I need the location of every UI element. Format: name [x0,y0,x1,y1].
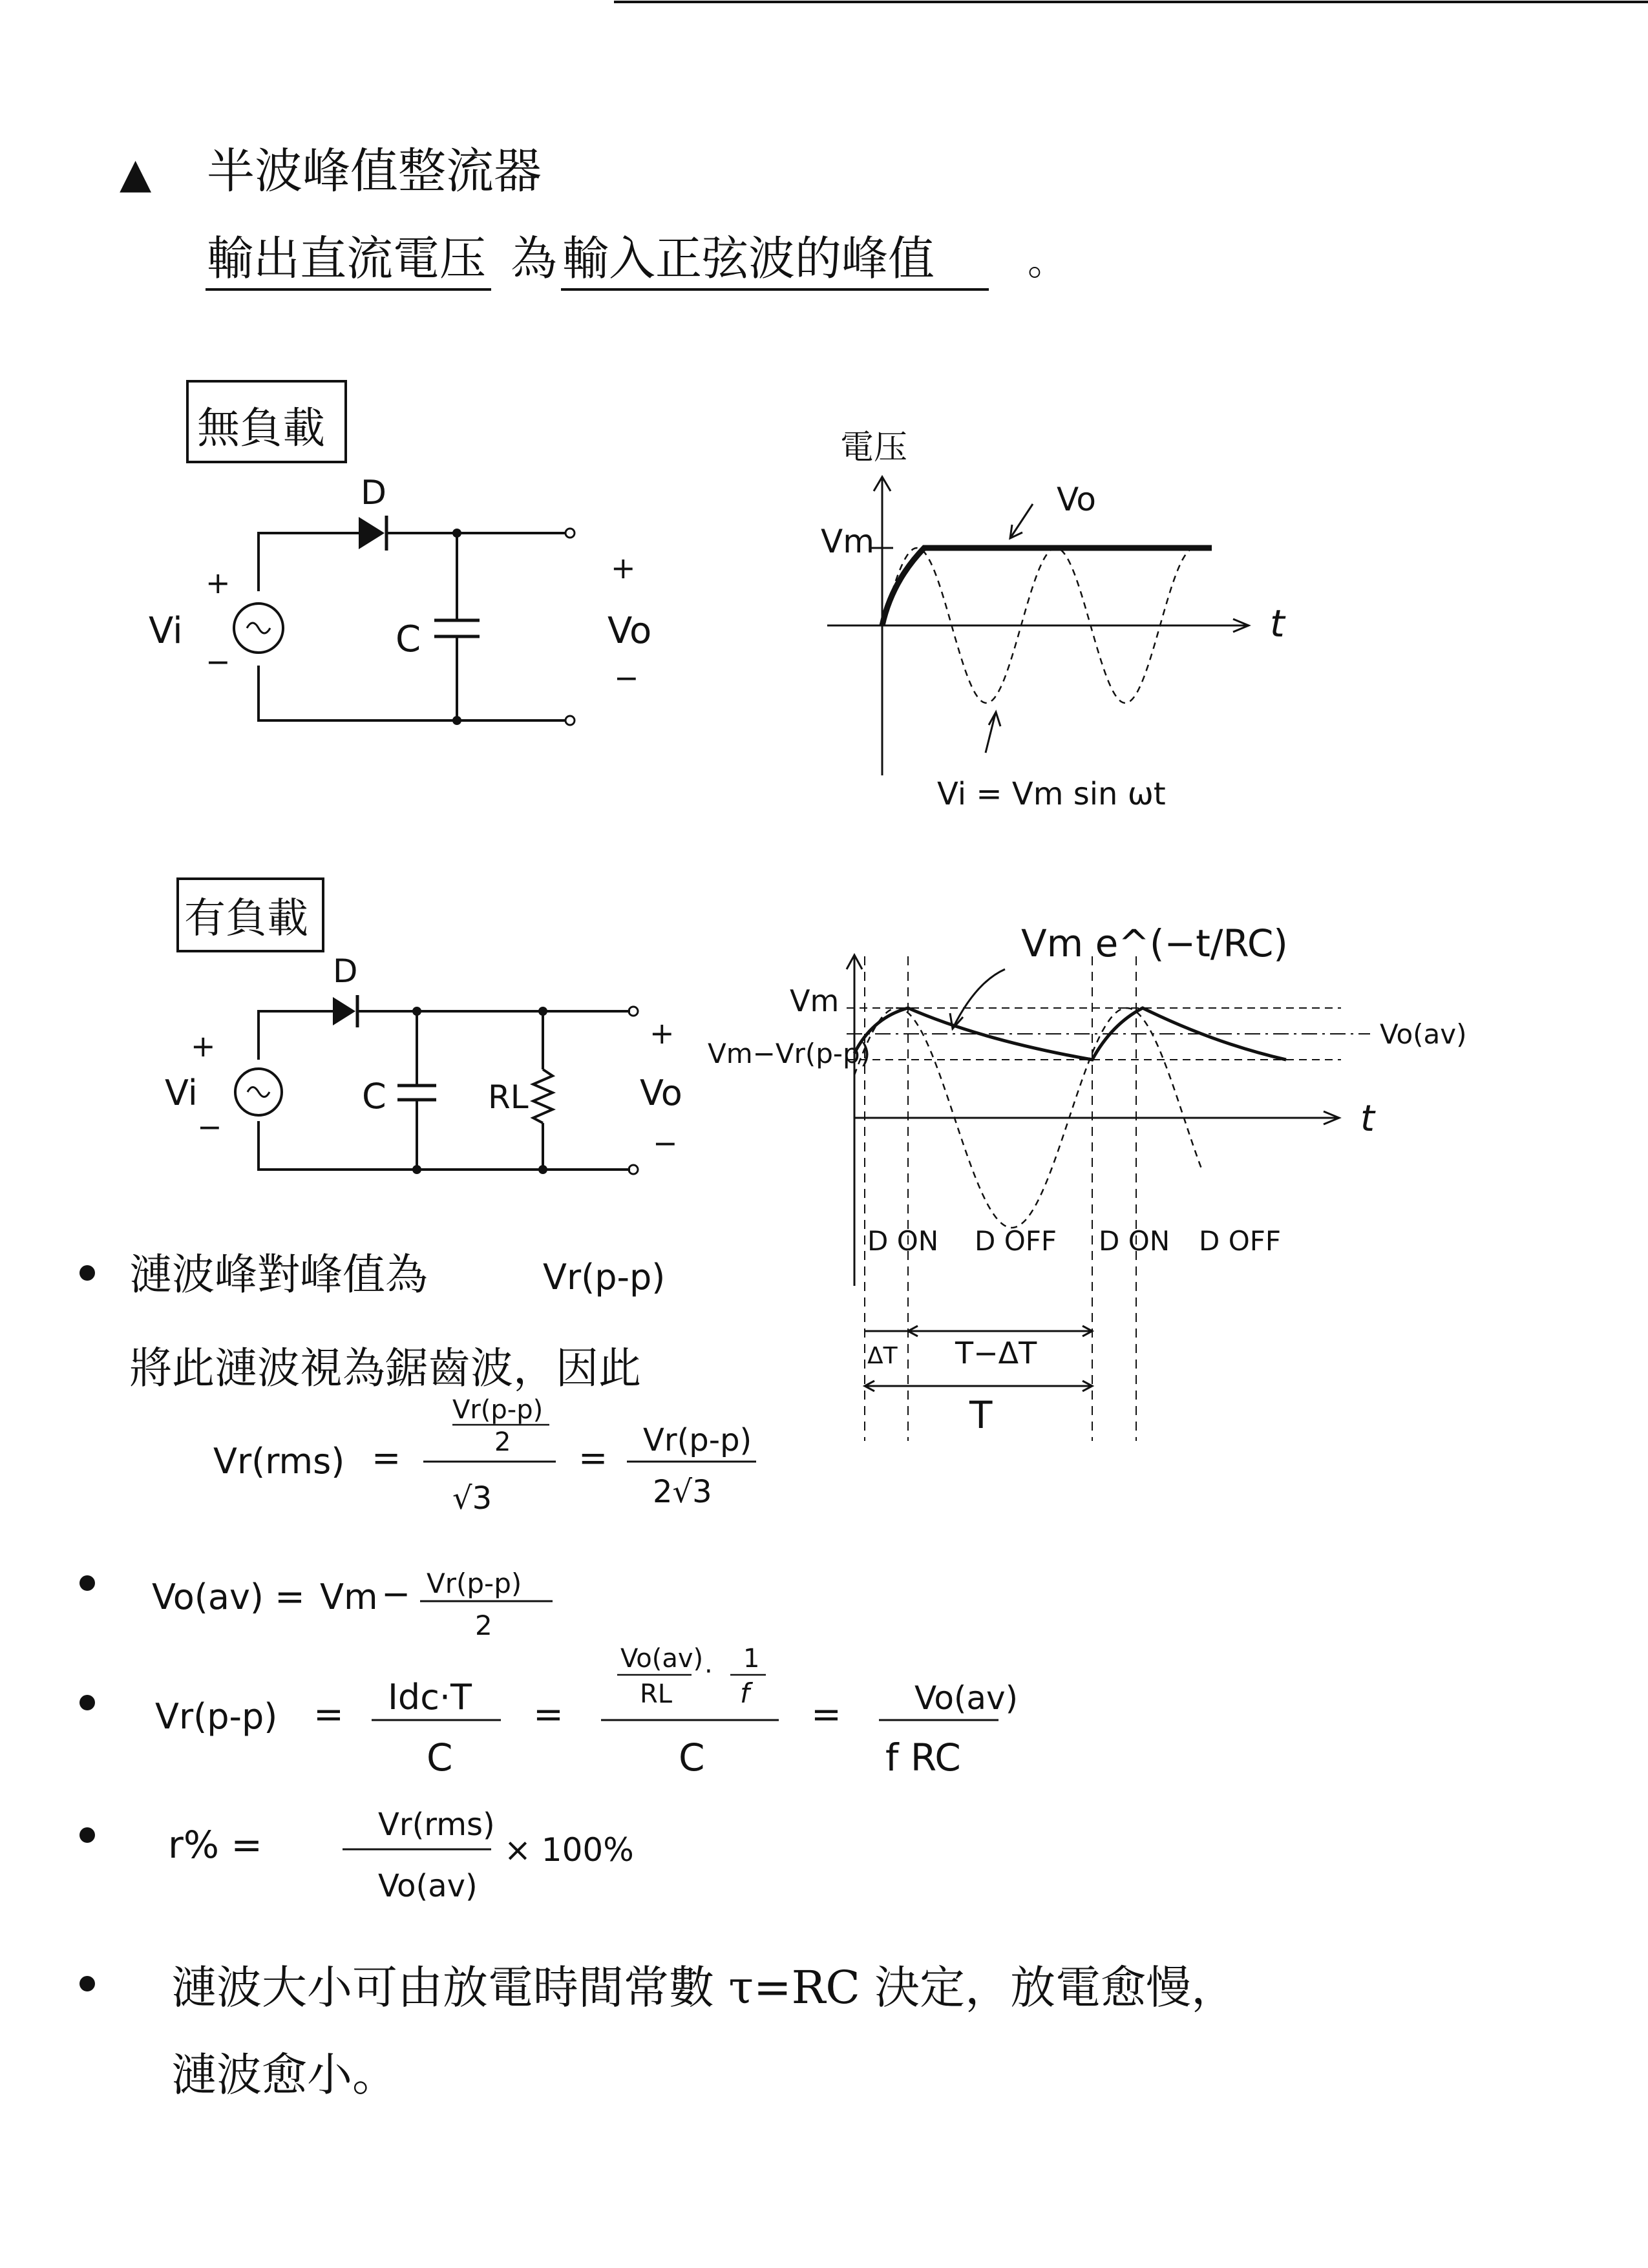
no-load-diode-symbol [359,517,385,549]
wl-node-res-top [538,1007,547,1016]
rms-eq-1: = [372,1438,401,1478]
wl-node-cap-bottom [412,1165,421,1174]
wl-ac-wave-icon [248,1087,269,1097]
with-load-circuit [165,879,682,1174]
wl-input-label: Vi [165,1073,198,1113]
no-load-graph [821,428,1286,812]
summary-part1: 輸出直流電压 [207,231,487,286]
rms-rhs-den: 2√3 [653,1474,712,1510]
vrpp-dot: · [704,1657,713,1686]
wl-d-off-1: D OFF [975,1225,1057,1257]
no-load-output-label: Vo [607,610,652,652]
vo-vm: Vm [320,1577,378,1617]
ripple-symbol: Vr(p-p) [543,1257,666,1297]
wl-input-plus: + [191,1029,216,1064]
wl-decay-label: Vm e^(−t/RC) [1021,921,1288,965]
bullet-4 [79,1827,95,1843]
nl-ylabel: 電压 [840,428,908,467]
notes [79,1250,1236,2101]
vo-eq: = [275,1576,305,1618]
nl-output-dc [882,548,1212,625]
r-num: Vr(rms) [378,1807,495,1843]
bullet-1 [79,1265,95,1281]
wl-xlabel: t [1360,1098,1375,1140]
no-load-ac-wave-icon [247,623,270,633]
no-load-node-bottom [452,716,461,725]
vo-den: 2 [475,1610,492,1641]
wl-d-off-2: D OFF [1199,1225,1282,1257]
ripple-text: 漣波峰對峰值為 [129,1250,428,1299]
wl-output-plus: + [650,1016,675,1051]
with-load-label: 有負載 [184,895,308,943]
wl-diode-label: D [333,952,358,990]
nl-vo-pointer [1011,504,1033,536]
nl-vi-label: Vi = Vm sin ωt [937,776,1166,812]
vo-minus: − [381,1573,411,1614]
bullet-3 [79,1695,95,1710]
no-load-input-label: Vi [149,610,183,652]
no-load-out-terminal-top [565,529,575,538]
no-load-output-minus: − [614,660,639,695]
wl-cap-label: C [362,1076,386,1117]
summary-part2: 為 [511,231,558,286]
r-tail: × 100% [504,1831,634,1869]
rms-num-den: 2 [494,1427,511,1457]
vrpp-f2-num-b-den: f [740,1677,750,1709]
wl-output-label: Vo [640,1073,682,1113]
wl-vm-label: Vm [790,983,840,1018]
nl-vm-label: Vm [821,523,874,560]
no-load-input-plus: + [206,565,231,600]
vrpp-f1-den: C [427,1736,453,1780]
wl-t-minus-label: T−ΔT [955,1336,1037,1370]
r-den: Vo(av) [378,1868,478,1904]
wl-node-cap-top [412,1007,421,1016]
vrpp-eq-1: = [313,1694,344,1736]
vrpp-eq-2: = [533,1694,564,1736]
no-load-label: 無負載 [197,403,325,453]
vo-num: Vr(p-p) [427,1568,522,1599]
vrpp-lhs: Vr(p-p) [155,1696,278,1737]
final-line-1: 漣波大小可由放電時間常數 τ=RC 決定，放電愈慢， [171,1961,1237,2014]
no-load-out-terminal-bottom [565,716,575,725]
no-load-cap-label: C [396,618,421,660]
wl-out-terminal-bottom [629,1165,638,1174]
heading-title: 半波峰值整流器 [207,143,542,199]
bullet-5 [79,1976,95,1991]
wl-d-on-2: D ON [1099,1225,1170,1257]
no-load-diode-label: D [361,474,387,512]
rms-eq-2: = [578,1438,608,1478]
wl-vo-av-label: Vo(av) [1380,1018,1467,1050]
no-load-circuit [149,381,651,725]
sawtooth-text: 將此漣波視為鋸齒波，因此 [129,1343,641,1393]
wl-wire-bottom [259,1121,630,1170]
rms-num: Vr(p-p) [452,1395,544,1425]
wl-resistor-label: RL [488,1078,529,1116]
wl-period-label: T [969,1393,993,1437]
wl-out-terminal-top [629,1007,638,1016]
nl-vo-label: Vo [1057,481,1096,518]
wl-vmin-label: Vm−Vr(p-p) [708,1038,871,1069]
no-load-input-minus: − [206,644,231,679]
final-line-2: 漣波愈小。 [171,2048,397,2101]
rms-den: √3 [452,1480,492,1517]
vo-lhs: Vo(av) [152,1577,264,1617]
wl-node-res-bottom [538,1165,547,1174]
wl-output-minus: − [653,1126,678,1160]
r-lhs: r% = [168,1823,262,1867]
rms-lhs: Vr(rms) [213,1441,345,1482]
wl-wire-top-left [259,1011,333,1060]
vrpp-f2-num-a: Vo(av) [620,1644,704,1674]
wl-input-minus: − [197,1109,222,1144]
summary-end: 。 [1028,239,1066,284]
summary-part3: 輸入正弦波的峰值 [562,231,935,286]
vrpp-f2-num-b: 1 [743,1644,760,1674]
vrpp-f3-num: Vo(av) [914,1679,1019,1717]
with-load-graph [708,921,1467,1441]
no-load-node-top [452,529,461,538]
wl-delta-t-label: ΔT [867,1343,898,1369]
wl-resistor-zigzag [533,1069,553,1123]
no-load-wire-bottom [259,666,565,720]
nl-xlabel: t [1270,602,1285,646]
nl-vi-pointer [986,714,995,753]
wl-d-on-1: D ON [867,1225,939,1257]
bullet-2 [79,1575,95,1591]
vrpp-f2-num-a-den: RL [640,1679,673,1709]
vrpp-f2-den: C [679,1736,705,1780]
no-load-output-plus: + [611,551,636,585]
wl-diode-symbol [333,997,355,1025]
vrpp-f3-den: f RC [885,1736,961,1780]
vrpp-eq-3: = [811,1694,841,1736]
heading-marker: ▲ [120,150,152,198]
rms-rhs-num: Vr(p-p) [643,1422,752,1458]
vrpp-f1-num: Idc·T [388,1677,472,1717]
no-load-wire-top-left [259,533,359,591]
